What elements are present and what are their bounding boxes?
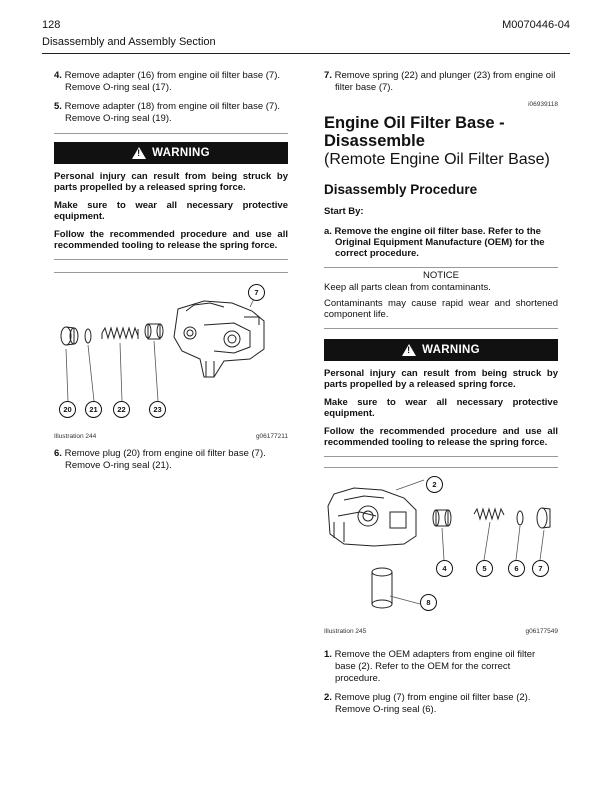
warning-label: WARNING — [152, 147, 210, 159]
divider — [324, 267, 558, 268]
illustration-245 — [324, 476, 558, 626]
step-6: 6. Remove plug (20) from engine oil filter base (7). Remove O-ring seal (21). — [54, 448, 266, 471]
warning-text: Make sure to wear all necessary protective equipment. — [324, 397, 558, 419]
step-7: 7. Remove spring (22) and plunger (23) from engine oil filter base (7). — [324, 70, 556, 93]
caption-id: g06177549 — [525, 628, 558, 635]
page-number: 128 — [42, 19, 61, 31]
left-column — [54, 70, 288, 479]
start-by-label: Start By: — [324, 206, 364, 217]
divider — [54, 133, 288, 134]
notice-text: Contaminants may cause rapid wear and shortened component life. — [324, 298, 558, 320]
document-id: M0070446-04 — [502, 19, 570, 31]
warning-text: Follow the recommended procedure and use all recommended tooling to release the spring force. — [324, 426, 558, 448]
notice-text: Keep all parts clean from contaminants. — [324, 282, 491, 293]
caption-label: Illustration 245 — [324, 628, 367, 635]
divider — [324, 328, 558, 329]
callout-22: 22 — [113, 401, 130, 418]
warning-text: Personal injury can result from being struck by parts propelled by a released spring force. — [324, 368, 558, 390]
callout-6: 6 — [508, 560, 525, 577]
caption-id: g06177211 — [255, 433, 288, 440]
callout-7: 7 — [248, 284, 265, 301]
section-title: Disassembly and Assembly Section — [42, 36, 216, 48]
callout-21: 21 — [85, 401, 102, 418]
reference-id: i06939118 — [528, 101, 558, 108]
callout-4: 4 — [436, 560, 453, 577]
caption-label: Illustration 244 — [54, 433, 97, 440]
callout-5: 5 — [476, 560, 493, 577]
step-4: 4. Remove adapter (16) from engine oil filter base (7). Remove O-ring seal (17). — [54, 70, 281, 93]
notice-title: NOTICE — [423, 270, 459, 281]
warning-banner — [54, 142, 288, 164]
step-5: 5. Remove adapter (18) from engine oil filter base (7). Remove O-ring seal (19). — [54, 101, 281, 124]
warning-text: Make sure to wear all necessary protective equipment. — [54, 200, 288, 222]
right-column — [324, 70, 558, 723]
header-rule — [42, 53, 570, 54]
divider — [324, 467, 558, 468]
callout-23: 23 — [149, 401, 166, 418]
figure-caption — [54, 433, 288, 440]
exploded-view-drawing — [324, 476, 558, 626]
start-by-step: a. Remove the engine oil filter base. Refer to the Original Equipment Manufacture (OEM) for the correct procedure. — [324, 226, 545, 259]
figure-caption — [324, 628, 558, 635]
step-1: 1. Remove the OEM adapters from engine oil filter base (2). Refer to the OEM for the correct procedure. — [324, 649, 536, 684]
warning-label: WARNING — [422, 344, 480, 356]
procedure-heading: Disassembly Procedure — [324, 182, 478, 197]
warning-text: Follow the recommended procedure and use all recommended tooling to release the spring force. — [54, 229, 288, 251]
step-2: 2. Remove plug (7) from engine oil filter base (2). Remove O-ring seal (6). — [324, 692, 531, 715]
callout-20: 20 — [59, 401, 76, 418]
divider — [54, 259, 288, 260]
warning-icon — [132, 147, 146, 159]
warning-banner — [324, 339, 558, 361]
callout-8: 8 — [420, 594, 437, 611]
illustration-244 — [54, 281, 288, 431]
warning-icon — [402, 344, 416, 356]
divider — [324, 456, 558, 457]
page-subtitle: (Remote Engine Oil Filter Base) — [324, 151, 550, 168]
callout-2: 2 — [426, 476, 443, 493]
callout-7: 7 — [532, 560, 549, 577]
page-title: Engine Oil Filter Base - Disassemble — [324, 114, 505, 150]
warning-text: Personal injury can result from being struck by parts propelled by a released spring force. — [54, 171, 288, 193]
divider — [54, 272, 288, 273]
